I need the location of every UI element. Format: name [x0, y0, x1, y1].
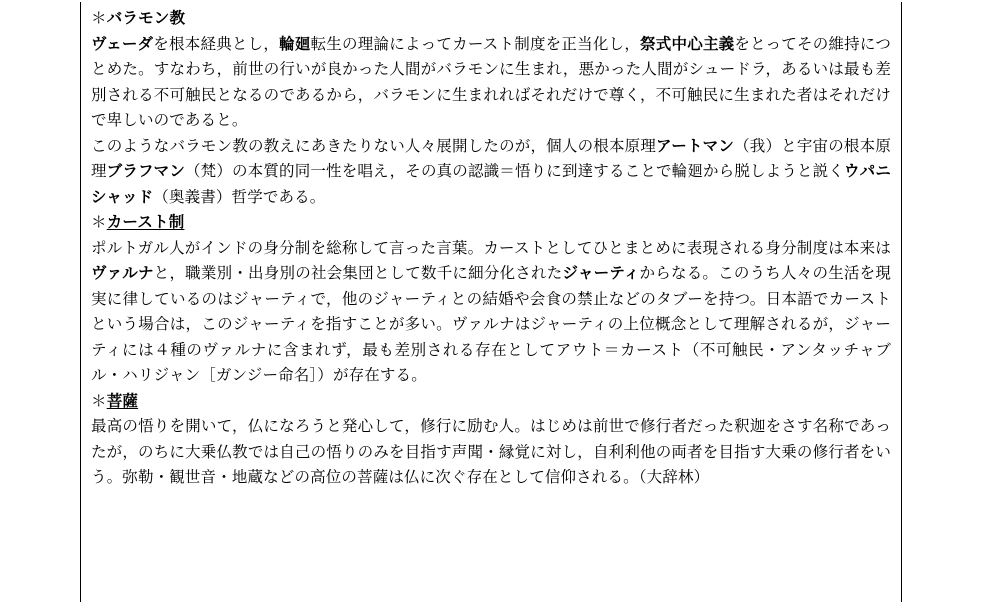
text-run: をとってその維持につとめた。すなわち，前世の行いが良かった人間がバラモンに生まれ，悪かった人間がシュードラ，あるいは最も差別される不可触民となるのであるから，バラモンに生まれればそれだけで尊く，不可触民に生まれた者はそれだけで卑しいのであると。: [91, 35, 891, 129]
emphasis-term: ヴァルナ: [91, 265, 154, 282]
heading-marker: ＊: [91, 10, 107, 27]
document-text-frame: [80, 2, 902, 602]
text-run: このようなバラモン教の教えにあきたりない人々展開したのが，個人の根本原理: [91, 137, 657, 155]
section-heading: [91, 6, 891, 32]
text-run: と，職業別・出身別の社会集団として数千に細分化された: [153, 265, 563, 282]
emphasis-term: ヴェーダ: [91, 35, 154, 53]
paragraph: [91, 32, 891, 134]
text-run: 転生の理論によってカースト制度を正当化し，: [310, 35, 641, 53]
document-section: [91, 6, 891, 210]
document-section: [91, 210, 891, 389]
text-run: 最高の悟りを開いて，仏になろうと発心して，修行に励む人。はじめは前世で修行者だった釈迦をさす名称であったが，のちに大乗仏教では自己の悟りのみを目指す声聞・縁覚に対し，自利利他の両者を目指す大乗の修行者をいう。弥勒・観世音・地蔵などの高位の菩薩は仏に次ぐ存在として信仰される。（大辞林）: [91, 418, 891, 486]
emphasis-term: ジャーティ: [562, 265, 640, 282]
paragraph: [91, 414, 891, 491]
text-run: ポルトガル人がインドの身分制を総称して言った言葉。カーストとしてひとまとめに表現される身分制度は本来は: [91, 239, 891, 257]
section-heading: [91, 210, 891, 236]
text-run: （我）と宇宙の根本原理: [91, 137, 891, 180]
heading-marker: ＊: [91, 392, 107, 410]
emphasis-term: ブラフマン: [106, 163, 186, 180]
section-heading: [91, 389, 891, 415]
text-run: からなる。このうち人々の生活を現実に律しているのはジャーティで，他のジャーティとの結婚や会食の禁止などのタブーを持つ。日本語でカーストという場合は，このジャーティを指すことが多い。ヴァルナはジャーティの上位概念として理解されるが，ジャーティには４種のヴァルナに含まれず，最も差別される存在としてアウト＝カースト（不可触民・アンタッチャブル・ハリジャン［ガンジー命名］）が存在する。: [91, 265, 892, 384]
heading-marker: ＊: [91, 214, 107, 231]
text-run: を根本経典とし，: [153, 35, 280, 53]
emphasis-term: 輪廻: [279, 35, 311, 53]
text-run: （梵）の本質的同一性を唱え，その真の認識＝悟りに到達することで輪廻から脱しようと説く: [185, 163, 844, 180]
document-section: [91, 389, 891, 491]
paragraph: [91, 236, 891, 389]
emphasis-term: ウパニシャッド: [91, 163, 891, 206]
emphasis-term: 祭式中心主義: [640, 35, 735, 53]
heading-text: 菩薩: [106, 392, 139, 410]
heading-text: カースト制: [106, 214, 185, 231]
emphasis-term: アートマン: [656, 137, 735, 155]
heading-text: バラモン教: [106, 10, 186, 27]
text-run: （奥義書）哲学である。: [153, 188, 326, 206]
paragraph: [91, 134, 891, 211]
